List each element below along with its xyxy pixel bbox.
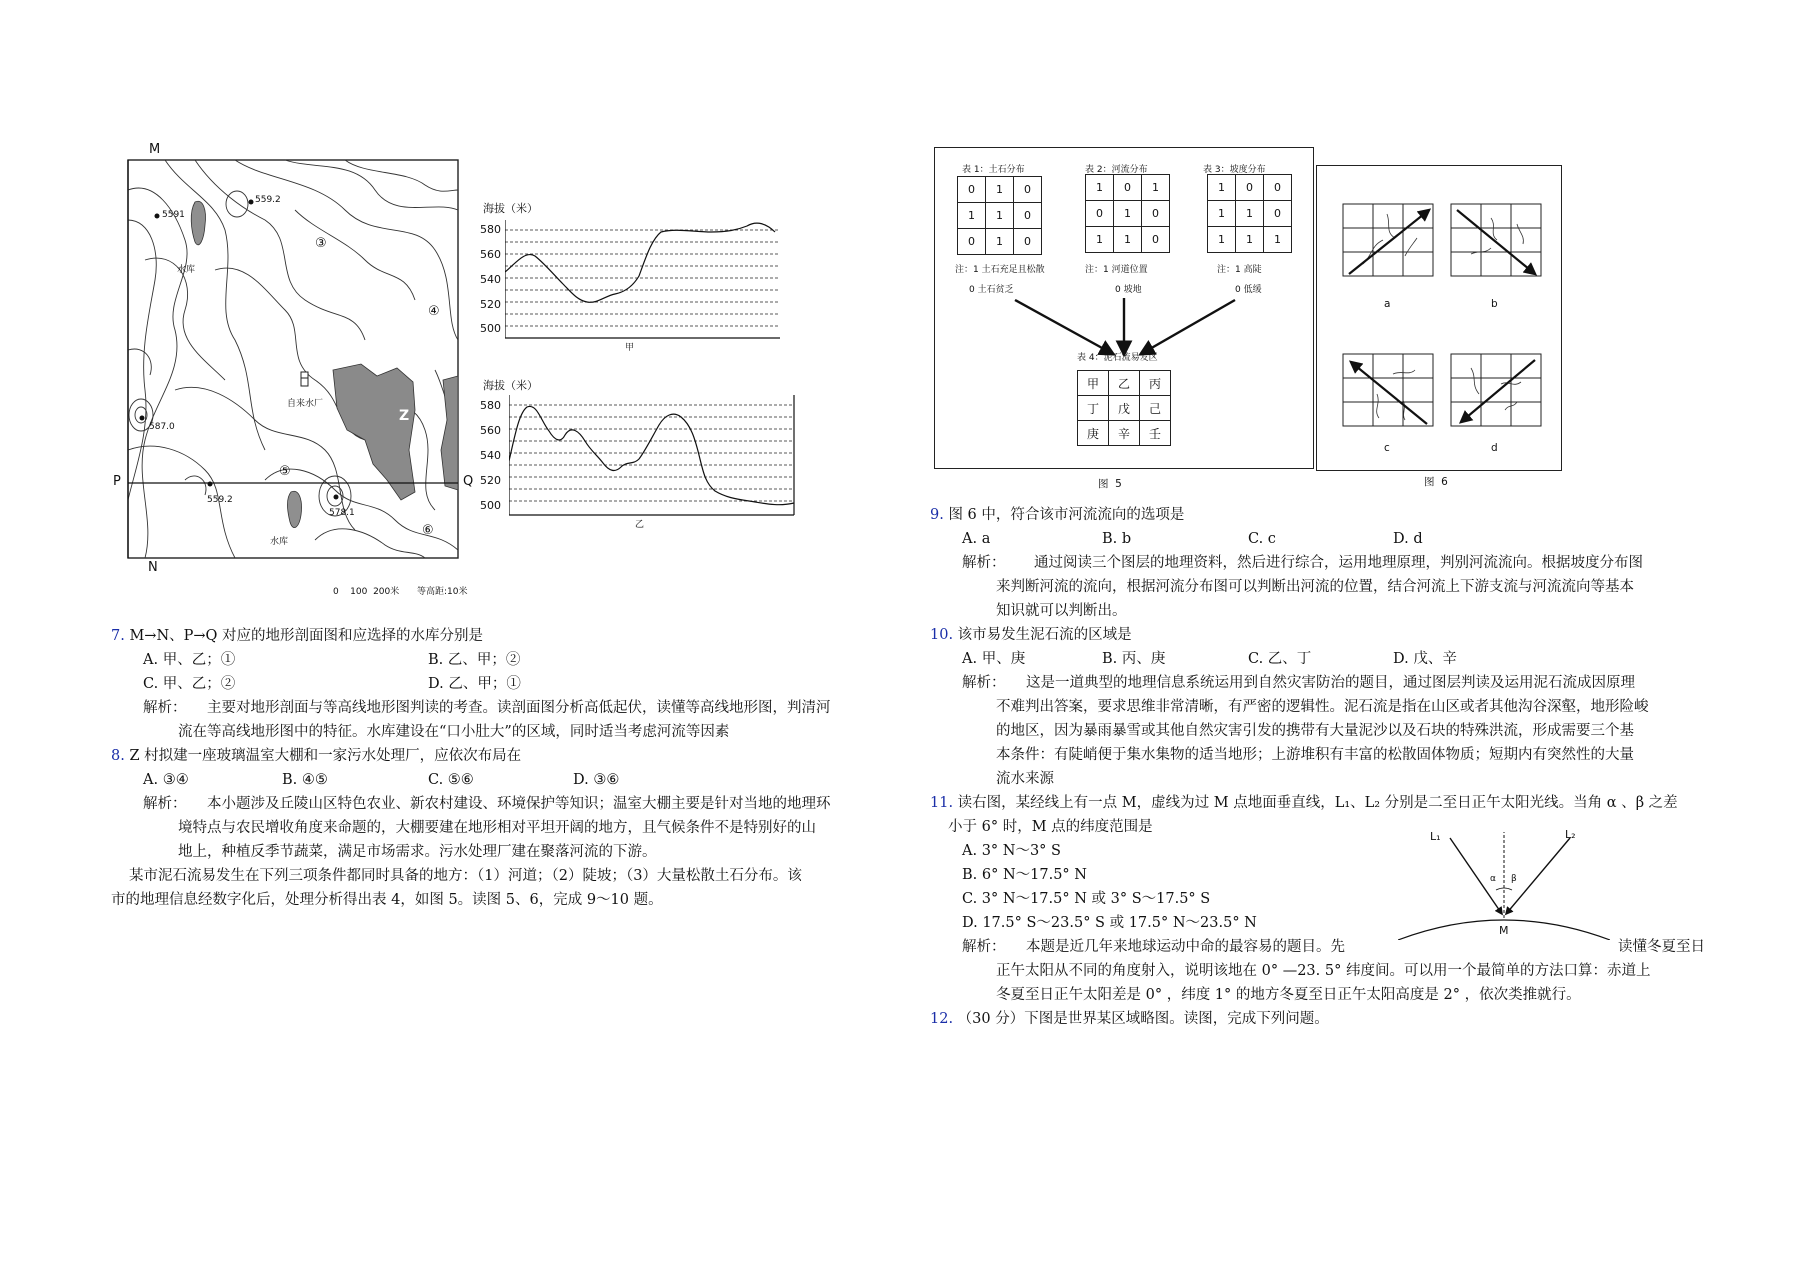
q9-option-d[interactable]: D. d	[1393, 531, 1423, 547]
contour-map	[113, 142, 475, 597]
grid-cell: 1	[958, 203, 986, 229]
fig5-table1-title: 表 1：土石分布	[962, 165, 1025, 175]
profile-yi-tick: 520	[480, 474, 501, 487]
q11-option-a[interactable]: A. 3° N～3° S	[962, 843, 1061, 859]
q7-option-b[interactable]: B. 乙、甲；②	[428, 652, 521, 668]
grid-cell: 1	[1264, 227, 1292, 253]
map-label-q: Q	[463, 474, 474, 489]
map-label-n: N	[148, 560, 158, 575]
grid-cell: 1	[1114, 227, 1142, 253]
grid-cell: 0	[1264, 201, 1292, 227]
grid-cell: 戊	[1109, 396, 1140, 421]
q8-analysis-line1: 本小题涉及丘陵山区特色农业、新农村建设、环境保护等知识；温室大棚主要是针对当地的地理环	[207, 796, 831, 812]
q10-stem-text: 该市易发生泥石流的区域是	[957, 627, 1132, 643]
waterworks-label: 自来水厂	[287, 399, 324, 409]
profile-yi	[480, 375, 790, 535]
q9-analysis-label: 解析：	[962, 555, 1006, 571]
fig5-table4	[1077, 370, 1171, 446]
q7-stem	[111, 624, 483, 649]
map-label-p: P	[113, 474, 121, 489]
grid-cell: 1	[1236, 201, 1264, 227]
grid-cell: 丁	[1078, 396, 1109, 421]
q7-analysis-line1: 主要对地形剖面与等高线地形图判读的考查。读剖面图分析高低起伏，读懂等高线地形图，判清河	[207, 700, 831, 716]
q8-analysis-line2: 境特点与农民增收角度来命题的，大棚要建在地形相对平坦开阔的地方，且气候条件不是特别好的山	[178, 820, 816, 836]
grid-cell: 0	[1236, 175, 1264, 201]
fig5-caption: 图 5	[1098, 478, 1122, 490]
q11-option-b[interactable]: B. 6° N～17.5° N	[962, 867, 1087, 883]
fig6-label-d: d	[1491, 442, 1498, 454]
grid-cell: 1	[1086, 227, 1114, 253]
q9-option-a[interactable]: A. a	[962, 531, 991, 547]
q8-option-a[interactable]: A. ③④	[143, 772, 189, 788]
q10-analysis-line3: 的地区，因为暴雨暴雪或其他自然灾害引发的携带有大量泥沙以及石块的特殊洪流，形成需要三个基	[996, 723, 1634, 739]
fig5-table3-title: 表 3：坡度分布	[1203, 165, 1266, 175]
q11-stem-line2: 小于 6° 时，M 点的纬度范围是	[948, 819, 1153, 835]
grid-cell: 乙	[1109, 371, 1140, 396]
q12-stem-text: （30 分）下图是世界某区域略图。读图，完成下列问题。	[957, 1011, 1329, 1027]
grid-cell: 1	[1236, 227, 1264, 253]
grid-cell: 0	[1086, 201, 1114, 227]
q8-option-d[interactable]: D. ③⑥	[573, 772, 620, 788]
q10-analysis-line2: 不难判出答案，要求思维非常清晰，有严密的逻辑性。泥石流是指在山区或者其他沟谷深壑，地形险峻	[996, 699, 1649, 715]
fig6-caption: 图 6	[1424, 476, 1448, 488]
q9-analysis-line2: 来判断河流的流向，根据河流分布图可以判断出河流的位置，结合河流上下游支流与河流流向等基本	[996, 579, 1634, 595]
fig5-note3a: 注：1 高陡	[1217, 265, 1262, 275]
q9-analysis-line3: 知识就可以判断出。	[996, 603, 1127, 619]
q8-stem-text: Z 村拟建一座玻璃温室大棚和一家污水处理厂，应依次布局在	[129, 748, 522, 764]
q7-option-d[interactable]: D. 乙、甲；①	[428, 676, 521, 692]
q11-stem	[930, 791, 1678, 816]
grid-cell: 1	[1142, 175, 1170, 201]
profile-yi-xlabel: 乙	[635, 520, 645, 530]
spot-height-5591: 5591	[162, 210, 185, 220]
profile-jia	[480, 200, 790, 360]
fig5-note1a: 注：1 土石充足且松散	[955, 265, 1045, 275]
profile-jia-tick: 540	[480, 273, 501, 286]
q10-option-c[interactable]: C. 乙、丁	[1248, 651, 1312, 667]
grid-cell: 1	[1208, 201, 1236, 227]
q10-analysis-line4: 本条件：有陡峭便于集水集物的适当地形；上游堆积有丰富的松散固体物质；短期内有突然性的大量	[996, 747, 1634, 763]
grid-cell: 庚	[1078, 421, 1109, 446]
q10-stem	[930, 623, 1132, 648]
q9-option-b[interactable]: B. b	[1102, 531, 1132, 547]
grid-cell: 0	[1014, 203, 1042, 229]
q11-sun-diagram	[1398, 830, 1610, 940]
q11-analysis-line1b: 读懂冬夏至日	[1618, 939, 1705, 955]
q11-analysis-label: 解析：	[962, 939, 1006, 955]
q7-number: 7.	[111, 628, 125, 644]
q7-analysis-line2: 流在等高线地形图中的特征。水库建设在“口小肚大”的区域，同时适当考虑河流等因素	[178, 724, 730, 740]
q11-number: 11.	[930, 795, 954, 811]
q7-option-c[interactable]: C. 甲、乙；②	[143, 676, 236, 692]
grid-cell: 壬	[1140, 421, 1171, 446]
figure-6	[1316, 165, 1562, 471]
fig5-note2b: 0 坡地	[1115, 285, 1142, 295]
map-marker-3: ③	[315, 236, 327, 251]
fig5-table4-title: 表 4：泥石流易发区	[1077, 353, 1158, 363]
profile-jia-xlabel: 甲	[625, 343, 635, 353]
grid-cell: 0	[1014, 177, 1042, 203]
q9-stem-text: 图 6 中，符合该市河流流向的选项是	[948, 507, 1185, 523]
q11-stem-line1: 读右图，某经线上有一点 M，虚线为过 M 点地面垂直线，L₁、L₂ 分别是二至日正午太阳光线。当角 α 、β 之差	[957, 795, 1678, 811]
profile-jia-tick: 560	[480, 248, 501, 261]
contour-interval: 等高距:10米	[417, 587, 468, 597]
q11-diagram-alpha: α	[1490, 874, 1496, 884]
grid-cell: 1	[1086, 175, 1114, 201]
q11-diagram-l1: L₁	[1430, 830, 1441, 843]
q10-analysis-line1: 这是一道典型的地理信息系统运用到自然灾害防治的题目，通过图层判读及运用泥石流成因原理	[1026, 675, 1635, 691]
profile-yi-tick: 560	[480, 424, 501, 437]
reservoir-bottom-label: 水库	[270, 537, 289, 547]
intro-line2: 市的地理信息经数字化后，处理分析得出表 4，如图 5。读图 5、6，完成 9～10 题。	[111, 892, 663, 908]
map-marker-4: ④	[428, 304, 440, 319]
q12-stem	[930, 1007, 1329, 1032]
q8-option-b[interactable]: B. ④⑤	[282, 772, 328, 788]
profile-yi-tick: 580	[480, 399, 501, 412]
spot-height-5592-bottom: 559.2	[207, 495, 233, 505]
grid-cell: 丙	[1140, 371, 1171, 396]
profile-jia-ylabel: 海拔（米）	[483, 202, 538, 215]
fig5-note1b: 0 土石贫乏	[969, 285, 1014, 295]
map-label-m: M	[149, 142, 161, 157]
q11-analysis-line1a: 本题是近几年来地球运动中命的最容易的题目。先	[1026, 939, 1345, 955]
q8-stem	[111, 744, 521, 769]
q9-option-c[interactable]: C. c	[1248, 531, 1276, 547]
grid-cell: 0	[1264, 175, 1292, 201]
q9-number: 9.	[930, 507, 944, 523]
q8-number: 8.	[111, 748, 125, 764]
figure-5	[934, 147, 1314, 469]
grid-cell: 0	[958, 229, 986, 255]
fig5-table1	[957, 176, 1042, 255]
fig5-table3	[1207, 174, 1292, 253]
fig5-table2-title: 表 2：河流分布	[1085, 165, 1148, 175]
q7-analysis-label: 解析：	[143, 700, 187, 716]
grid-cell: 1	[986, 229, 1014, 255]
fig5-table2	[1085, 174, 1170, 253]
q10-option-a[interactable]: A. 甲、庚	[962, 651, 1026, 667]
map-marker-6: ⑥	[422, 523, 434, 538]
q7-stem-text: M→N、P→Q 对应的地形剖面图和应选择的水库分别是	[129, 628, 484, 644]
q10-analysis-line5: 流水来源	[996, 771, 1054, 787]
grid-cell: 1	[1114, 201, 1142, 227]
profile-jia-tick: 520	[480, 298, 501, 311]
grid-cell: 1	[986, 203, 1014, 229]
grid-cell: 1	[986, 177, 1014, 203]
q10-option-b[interactable]: B. 丙、庚	[1102, 651, 1166, 667]
map-scale: 0 100 200米	[333, 587, 400, 597]
fig6-label-a: a	[1384, 298, 1391, 310]
reservoir-top-label: 水库	[177, 265, 196, 275]
fig6-label-b: b	[1491, 298, 1498, 310]
grid-cell: 1	[1208, 175, 1236, 201]
q7-option-a[interactable]: A. 甲、乙；①	[143, 652, 236, 668]
profile-yi-ylabel: 海拔（米）	[483, 379, 538, 392]
profile-yi-tick: 500	[480, 499, 501, 512]
grid-cell: 辛	[1109, 421, 1140, 446]
q10-analysis-label: 解析：	[962, 675, 1006, 691]
q8-option-c[interactable]: C. ⑤⑥	[428, 772, 474, 788]
profile-jia-tick: 500	[480, 322, 501, 335]
grid-cell: 0	[1114, 175, 1142, 201]
map-marker-5: ⑤	[279, 464, 291, 479]
grid-cell: 0	[1142, 227, 1170, 253]
intro-line1: 某市泥石流易发生在下列三项条件都同时具备的地方：（1）河道；（2）陡坡；（3）大量松散土石分布。该	[129, 868, 802, 884]
fig5-note2a: 注：1 河道位置	[1085, 265, 1148, 275]
q8-analysis-label: 解析：	[143, 796, 187, 812]
q11-option-c[interactable]: C. 3° N～17.5° N 或 3° S～17.5° S	[962, 891, 1211, 907]
village-z-label: Z	[399, 408, 410, 424]
q9-stem	[930, 503, 1184, 528]
q8-analysis-line3: 地上，种植反季节蔬菜，满足市场需求。污水处理厂建在聚落河流的下游。	[178, 844, 657, 860]
q12-number: 12.	[930, 1011, 954, 1027]
grid-cell: 甲	[1078, 371, 1109, 396]
fig6-label-c: c	[1384, 442, 1390, 454]
q11-option-d[interactable]: D. 17.5° S～23.5° S 或 17.5° N～23.5° N	[962, 915, 1257, 931]
q10-option-d[interactable]: D. 戊、辛	[1393, 651, 1457, 667]
grid-cell: 0	[1014, 229, 1042, 255]
profile-yi-tick: 540	[480, 449, 501, 462]
fig5-note3b: 0 低缓	[1235, 285, 1262, 295]
q9-analysis-line1: 通过阅读三个图层的地理资料，然后进行综合，运用地理原理，判别河流流向。根据坡度分布图	[1034, 555, 1643, 571]
grid-cell: 0	[1142, 201, 1170, 227]
q11-analysis-line2: 正午太阳从不同的角度射入，说明该地在 0° —23. 5° 纬度间。可以用一个最简单的方法口算：赤道上	[996, 963, 1651, 979]
spot-height-5592-top: 559.2	[255, 195, 281, 205]
q10-number: 10.	[930, 627, 954, 643]
grid-cell: 1	[1208, 227, 1236, 253]
q11-analysis-line3: 冬夏至日正午太阳差是 0° ，纬度 1° 的地方冬夏至日正午太阳高度是 2° ，依次类推就行。	[996, 987, 1581, 1003]
q11-diagram-m: M	[1499, 924, 1509, 937]
spot-height-5781: 578.1	[329, 508, 355, 518]
grid-cell: 己	[1140, 396, 1171, 421]
grid-cell: 0	[958, 177, 986, 203]
profile-jia-tick: 580	[480, 223, 501, 236]
spot-height-5870: 587.0	[149, 422, 175, 432]
q11-diagram-beta: β	[1511, 874, 1517, 884]
q11-diagram-l2: L₂	[1565, 828, 1576, 841]
